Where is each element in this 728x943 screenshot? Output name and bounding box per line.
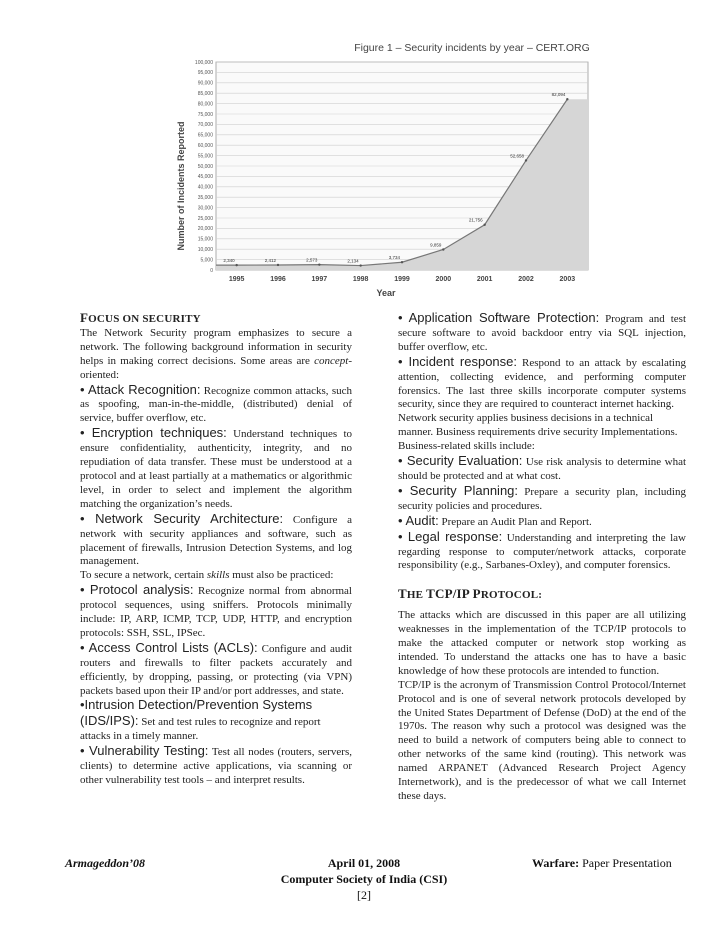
chart-y-tick-label: 30,000 [197, 205, 213, 212]
skills-text-b: must also be practiced: [229, 569, 334, 582]
item-network-security-architecture [80, 512, 352, 570]
chart-x-axis-label: Year [376, 288, 396, 298]
skills-emphasis: skills [206, 569, 230, 582]
chart-x-tick-label: 2002 [518, 276, 534, 283]
heading-part: T [398, 586, 407, 602]
chart-point [359, 264, 361, 266]
item-text: Test all nodes (routers, servers, clients) to determine active applications, via scanning or other vulnerability test tools – and interpret results. [80, 746, 352, 786]
skills-intro [80, 569, 352, 583]
chart-title: Figure 1 – Security incidents by year – CERT.ORG [354, 42, 590, 54]
item-access-control-lists [80, 641, 352, 699]
item-title: • Security Planning: [398, 482, 519, 498]
footer-track-rest: Paper Presentation [579, 856, 672, 870]
chart-data-label: 2,412 [264, 257, 276, 263]
item-text: Use risk analysis to determine what should be protected and at what cost. [398, 456, 687, 482]
item-text: Understand techniques to ensure confidentiality, authenticity, integrity, and no repudiation of data transfer. These must be understood at a protocol and at least partially at a mathematics or algorithmic level, in order to select and implement the algorithm matching the organization’s needs. [80, 428, 353, 510]
chart-y-tick-label: 10,000 [197, 247, 213, 253]
chart-point [318, 263, 320, 265]
item-security-planning [398, 484, 686, 514]
item-title: • Incident response: [398, 353, 517, 369]
chart-x-tick-label: 2003 [559, 276, 576, 283]
right-column [398, 311, 686, 804]
business-intro: Network security applies business decisions in a technical manner. Business requirements drive security Implementations. Business-related skills include: [398, 412, 678, 453]
chart-y-tick-label: 80,000 [197, 101, 213, 108]
focus-heading-rest: OCUS ON SECURITY [88, 313, 201, 325]
intro-text-a: The Network Security program emphasizes to secure a network. The following background information in security helps in making correct decisions. Some areas are [80, 326, 352, 367]
focus-heading [80, 311, 352, 327]
item-incident-response [398, 355, 686, 413]
chart-y-tick-label: 50,000 [197, 163, 213, 170]
chart-data-label: 52,658 [510, 153, 524, 159]
item-title: • Attack Recognition: [80, 381, 201, 397]
item-security-evaluation [398, 454, 686, 484]
chart-x-ticks [229, 276, 575, 283]
item-title: • Access Control Lists (ACLs): [80, 639, 258, 655]
item-text: Recognize common attacks, such as spoofing, man-in-the-middle, (distributed) denial of service, buffer overflow, etc. [80, 384, 353, 425]
chart-y-tick-label: 0 [210, 267, 213, 274]
item-encryption-techniques [80, 426, 352, 511]
chart-point [483, 224, 485, 226]
chart-y-tick-label: 5,000 [200, 257, 213, 264]
spacer [398, 573, 686, 587]
chart-y-tick-label: 25,000 [197, 215, 213, 222]
chart-data-label: 82,094 [551, 92, 566, 98]
chart-point [525, 159, 527, 161]
item-legal-response [398, 530, 686, 574]
item-text: Understanding and interpreting the law regarding response to computer/network attacks, corporate responsibility (e.g., Sarbanes-Oxley), and computer forensics. [398, 531, 686, 572]
heading-part: HE [406, 589, 427, 602]
item-title: •Intrusion Detection/Prevention Systems (IDS/IPS): [80, 697, 313, 729]
chart-y-tick-label: 15,000 [197, 236, 213, 243]
item-text: Configure and audit routers and firewalls to filter packets accurately and efficiently, by dropping, passing, or protecting (via VPN) packets based upon their IP and/or port addresses, and state. [80, 642, 352, 697]
item-text: Configure a network with security appliances and software, such as placement of firewalls, Intrusion Detection Systems, and log management. [80, 513, 353, 568]
footer-event-name: Armageddon’08 [65, 856, 146, 870]
chart-y-ticks [195, 60, 213, 274]
footer-track-label: Warfare: [532, 856, 580, 870]
item-text: Set and test rules to recognize and report attacks in a timely manner. [80, 716, 321, 743]
chart-x-tick-label: 1996 [270, 276, 286, 283]
chart-y-tick-label: 100,000 [194, 59, 213, 66]
chart-x-tick-label: 1995 [228, 276, 245, 283]
item-title: • Application Software Protection: [398, 310, 600, 325]
chart-x-tick-label: 2000 [435, 276, 452, 283]
chart-data-label: 2,134 [347, 258, 359, 264]
chart-point [442, 248, 444, 250]
chart-data-label: 9,859 [430, 242, 442, 248]
chart-y-tick-label: 70,000 [197, 122, 213, 129]
item-text: Program and test secure software to avoid backdoor entry via SQL injection, buffer overflow, etc. [398, 313, 687, 353]
chart-x-tick-label: 1998 [352, 276, 369, 283]
focus-intro [80, 327, 352, 383]
intro-text-b: -oriented: [80, 354, 352, 381]
chart-y-tick-label: 55,000 [197, 153, 213, 160]
focus-heading-initial: F [80, 310, 89, 325]
chart-y-tick-label: 20,000 [197, 226, 213, 233]
item-title: • Security Evaluation: [398, 453, 523, 469]
chart-point [235, 264, 237, 266]
chart-y-tick-label: 90,000 [197, 80, 213, 87]
chart-data-label: 2,573 [306, 257, 318, 263]
footer-date: April 01, 2008 [327, 856, 401, 870]
item-text: Prepare a security plan, including security policies and procedures. [398, 485, 686, 512]
chart-x-tick-label: 1997 [311, 276, 328, 283]
item-application-software-protection [398, 311, 686, 355]
item-text: Recognize normal from abnormal protocol sequences, using sniffers. Protocols minimally include: IP, ARP, ICMP, TCP, UDP, HTTP, and encryption protocols: SSH, SSL, IPSec. [80, 585, 352, 639]
chart-x-tick-label: 1999 [394, 276, 410, 283]
item-text: Respond to an attack by escalating attention, collecting evidence, and performing computer forensics. The last three skills incorporate computer systems security, since they are required to counteract internet hacking. [398, 356, 686, 411]
item-protocol-analysis [80, 583, 352, 641]
item-title: • Protocol analysis: [80, 582, 194, 598]
skills-text-a: To secure a network, certain [80, 569, 207, 582]
chart-data-label: 21,756 [468, 217, 483, 223]
chart-y-axis-label: Number of Incidents Reported [176, 121, 186, 251]
chart-data-label: 3,734 [388, 255, 400, 261]
footer-track [532, 856, 672, 871]
chart-y-tick-label: 45,000 [197, 174, 213, 181]
chart-y-tick-label: 95,000 [197, 70, 213, 77]
chart-point [277, 264, 279, 266]
item-title: • Encryption techniques: [80, 425, 227, 441]
chart-y-tick-label: 85,000 [197, 91, 213, 97]
chart-data-label: 2,340 [223, 258, 235, 264]
item-title: • Audit: [398, 512, 439, 528]
item-audit [398, 514, 686, 530]
tcpip-paragraph-1: The attacks which are discussed in this paper are all utilizing weaknesses in the implementation of the TCP/IP protocols to make the attacked computer or network stop working as intended. To understand the attacks one has to have a basic knowledge of how these protocols are intended to function. [398, 609, 686, 677]
item-text: Prepare an Audit Plan and Report. [438, 515, 592, 528]
item-intrusion-detection [80, 698, 352, 744]
tcpip-heading [398, 587, 686, 603]
chart-y-tick-label: 40,000 [197, 184, 213, 191]
tcpip-paragraph-2: TCP/IP is the acronym of Transmission Control Protocol/Internet Protocol and is one of several network protocols developed by the United States Department of Defense (DoD) at the end of the 1970s. The reason why such a protocol was designed was the need to build a network of computers being able to connect to other networks of the same kind (routing). This network was named ARPANET (Advanced Research Project Agency Internetwork), and is the predecessor of what we call Internet these days. [398, 678, 686, 802]
heading-part: ROTOCOL: [480, 589, 543, 602]
item-title: • Vulnerability Testing: [80, 743, 209, 759]
heading-part: TCP/IP P [426, 586, 481, 602]
footer-page-number: [2] [357, 888, 371, 902]
chart-x-tick-label: 2001 [476, 276, 493, 283]
item-title: • Legal response: [398, 528, 503, 544]
chart-point [566, 98, 568, 100]
item-vulnerability-testing [80, 744, 352, 788]
left-column [80, 311, 352, 788]
intro-emphasis: concept [314, 354, 349, 367]
chart-point [401, 261, 403, 263]
chart-svg [172, 38, 692, 300]
incidents-chart [172, 38, 692, 300]
chart-y-tick-label: 60,000 [197, 143, 213, 149]
chart-y-tick-label: 35,000 [197, 195, 213, 201]
item-title: • Network Security Architecture: [80, 510, 284, 526]
footer-organization: Computer Society of India (CSI) [280, 872, 448, 886]
item-attack-recognition [80, 383, 352, 427]
chart-y-tick-label: 75,000 [197, 111, 213, 118]
chart-y-tick-label: 65,000 [197, 132, 213, 139]
